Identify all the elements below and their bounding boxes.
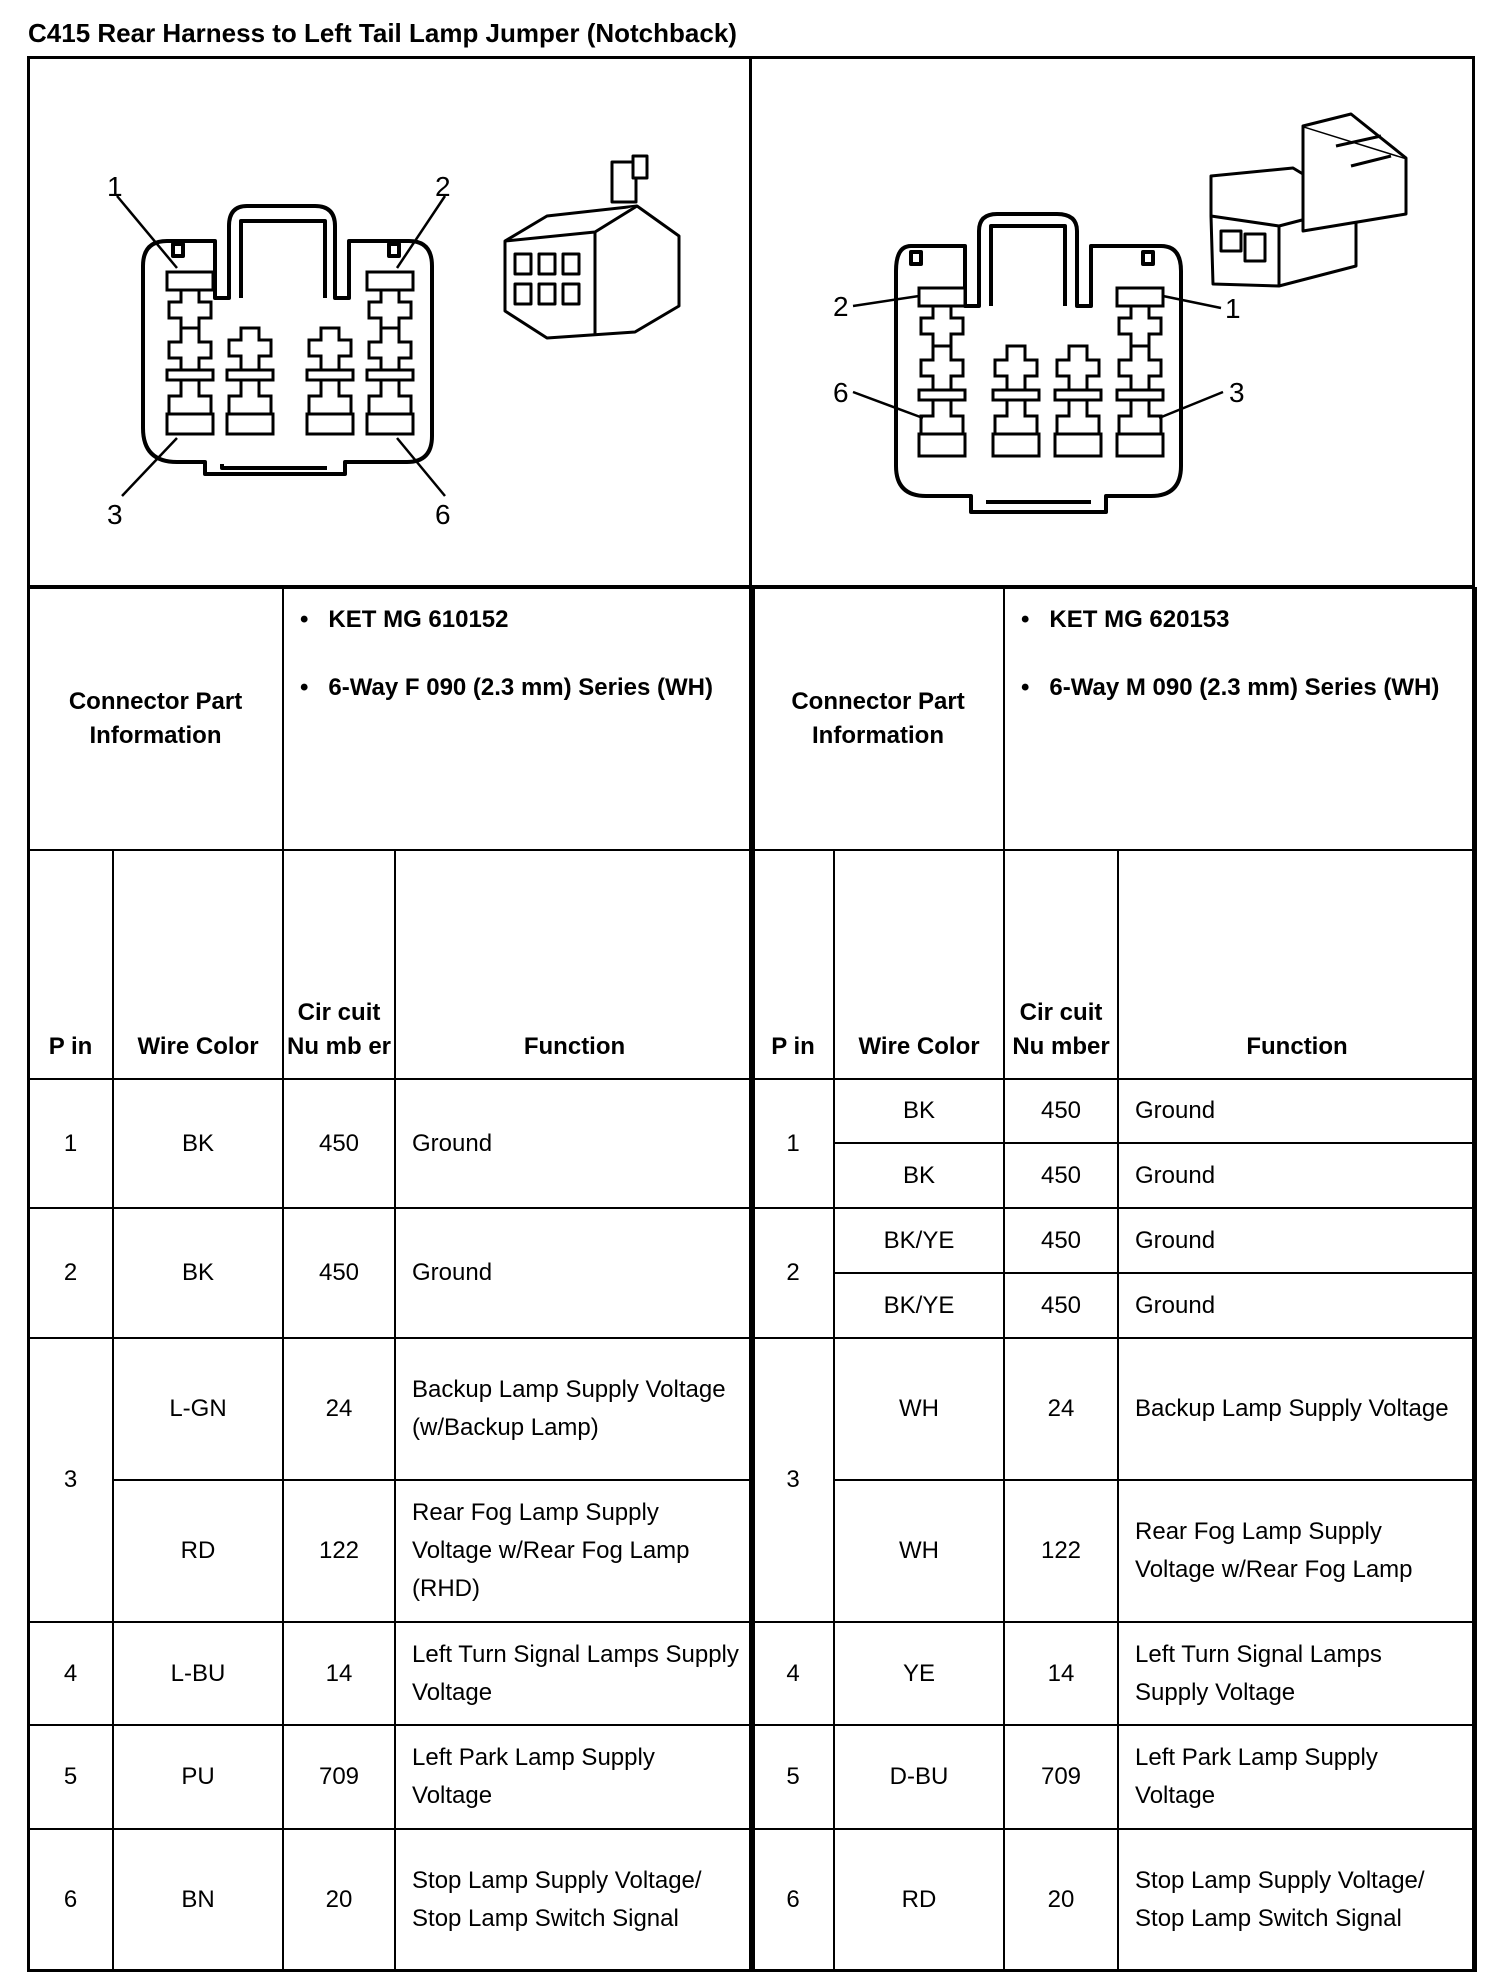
function-cell: Stop Lamp Supply Voltage/ Stop Lamp Switch Signal [1118, 1829, 1476, 1971]
function-cell: Stop Lamp Supply Voltage/ Stop Lamp Switch Signal [395, 1829, 754, 1971]
connector-info-label: Connector Part Information [28, 588, 283, 850]
callout-label: 6 [435, 499, 451, 530]
pin-cell: 4 [28, 1622, 113, 1725]
wire-color-cell: WH [834, 1338, 1004, 1480]
pin-cell: 6 [752, 1829, 834, 1971]
wire-color-cell: BK/YE [834, 1208, 1004, 1273]
callout-label: 1 [107, 171, 123, 202]
table-row [28, 1208, 754, 1338]
table-row [752, 1273, 1476, 1338]
function-cell: Ground [1118, 1079, 1476, 1143]
header-function: Function [1118, 850, 1476, 1079]
connector-part-list: • KET MG 620153 • 6-Way M 090 (2.3 mm) Series (WH) [1004, 588, 1476, 850]
function-cell: Backup Lamp Supply Voltage [1118, 1338, 1476, 1480]
function-cell: Left Park Lamp Supply Voltage [1118, 1725, 1476, 1829]
function-cell: Rear Fog Lamp Supply Voltage w/Rear Fog Lamp (RHD) [395, 1480, 754, 1622]
callout-label: 6 [833, 377, 849, 408]
header-circuit-number: Cir cuit Nu mb er [283, 850, 395, 1079]
table-row [28, 1725, 754, 1829]
header-circuit-number: Cir cuit Nu mber [1004, 850, 1118, 1079]
function-cell: Ground [1118, 1143, 1476, 1208]
callout-label: 3 [1229, 377, 1245, 408]
function-cell: Ground [395, 1208, 754, 1338]
circuit-cell: 709 [283, 1725, 395, 1829]
function-cell: Backup Lamp Supply Voltage (w/Backup Lamp) [395, 1338, 754, 1480]
wire-color-cell: D-BU [834, 1725, 1004, 1829]
circuit-cell: 122 [283, 1480, 395, 1622]
table-row [752, 1622, 1476, 1725]
part-number: KET MG 620153 [1049, 606, 1230, 633]
table-row [28, 1622, 754, 1725]
pin-cell: 5 [752, 1725, 834, 1829]
function-cell: Left Turn Signal Lamps Supply Voltage [1118, 1622, 1476, 1725]
function-cell: Ground [1118, 1273, 1476, 1338]
function-cell: Rear Fog Lamp Supply Voltage w/Rear Fog Lamp [1118, 1480, 1476, 1622]
callout-label: 3 [107, 499, 123, 530]
table-row [28, 1079, 754, 1208]
circuit-cell: 122 [1004, 1480, 1118, 1622]
circuit-cell: 450 [1004, 1273, 1118, 1338]
circuit-cell: 450 [1004, 1143, 1118, 1208]
circuit-cell: 450 [283, 1208, 395, 1338]
circuit-cell: 450 [1004, 1208, 1118, 1273]
table-row [752, 1338, 1476, 1480]
wire-color-cell: L-BU [113, 1622, 283, 1725]
pin-cell: 5 [28, 1725, 113, 1829]
pin-cell: 3 [752, 1338, 834, 1622]
pin-cell: 4 [752, 1622, 834, 1725]
table-row [752, 1829, 1476, 1971]
header-pin: P in [28, 850, 113, 1079]
wire-color-cell: L-GN [113, 1338, 283, 1480]
wire-color-cell: PU [113, 1725, 283, 1829]
function-cell: Ground [395, 1079, 754, 1208]
callout-label: 2 [435, 171, 451, 202]
pin-cell: 2 [752, 1208, 834, 1338]
table-row [28, 1480, 754, 1622]
part-number: KET MG 610152 [328, 606, 509, 633]
page-title: C415 Rear Harness to Left Tail Lamp Jumper (Notchback) [28, 18, 737, 48]
circuit-cell: 20 [1004, 1829, 1118, 1971]
header-pin: P in [752, 850, 834, 1079]
wire-color-cell: BK [834, 1143, 1004, 1208]
right-connector-diagram [751, 56, 1475, 588]
wire-color-cell: BN [113, 1829, 283, 1971]
table-row [752, 1143, 1476, 1208]
callout-label: 1 [1225, 293, 1241, 324]
connector-series: 6-Way F 090 (2.3 mm) Series (WH) [328, 674, 713, 701]
wire-color-cell: BK [834, 1079, 1004, 1143]
wire-color-cell: RD [113, 1480, 283, 1622]
wire-color-cell: BK/YE [834, 1273, 1004, 1338]
pin-cell: 3 [28, 1338, 113, 1622]
circuit-cell: 24 [1004, 1338, 1118, 1480]
callout-label: 2 [833, 291, 849, 322]
function-cell: Left Park Lamp Supply Voltage [395, 1725, 754, 1829]
wire-color-cell: BK [113, 1079, 283, 1208]
table-row [28, 1829, 754, 1971]
header-function: Function [395, 850, 754, 1079]
table-row [752, 1725, 1476, 1829]
table-row [752, 1079, 1476, 1143]
connector-info-label: Connector Part Information [752, 588, 1004, 850]
circuit-cell: 24 [283, 1338, 395, 1480]
circuit-cell: 450 [1004, 1079, 1118, 1143]
table-row [28, 1338, 754, 1480]
wire-color-cell: BK [113, 1208, 283, 1338]
connector-series: 6-Way M 090 (2.3 mm) Series (WH) [1049, 674, 1440, 701]
circuit-cell: 20 [283, 1829, 395, 1971]
center-divider [749, 56, 752, 1972]
function-cell: Left Turn Signal Lamps Supply Voltage [395, 1622, 754, 1725]
connector-part-list: • KET MG 610152 • 6-Way F 090 (2.3 mm) Series (WH) [283, 588, 754, 850]
table-row [752, 1208, 1476, 1273]
wire-color-cell: YE [834, 1622, 1004, 1725]
function-cell: Ground [1118, 1208, 1476, 1273]
circuit-cell: 14 [1004, 1622, 1118, 1725]
left-pinout-table [27, 587, 755, 1972]
pin-cell: 1 [28, 1079, 113, 1208]
pin-cell: 1 [752, 1079, 834, 1208]
pin-cell: 6 [28, 1829, 113, 1971]
header-wire-color: Wire Color [834, 850, 1004, 1079]
circuit-cell: 450 [283, 1079, 395, 1208]
wire-color-cell: WH [834, 1480, 1004, 1622]
header-wire-color: Wire Color [113, 850, 283, 1079]
right-pinout-table [751, 587, 1477, 1972]
circuit-cell: 709 [1004, 1725, 1118, 1829]
left-connector-diagram [27, 56, 751, 588]
circuit-cell: 14 [283, 1622, 395, 1725]
pin-cell: 2 [28, 1208, 113, 1338]
table-row [752, 1480, 1476, 1622]
wire-color-cell: RD [834, 1829, 1004, 1971]
